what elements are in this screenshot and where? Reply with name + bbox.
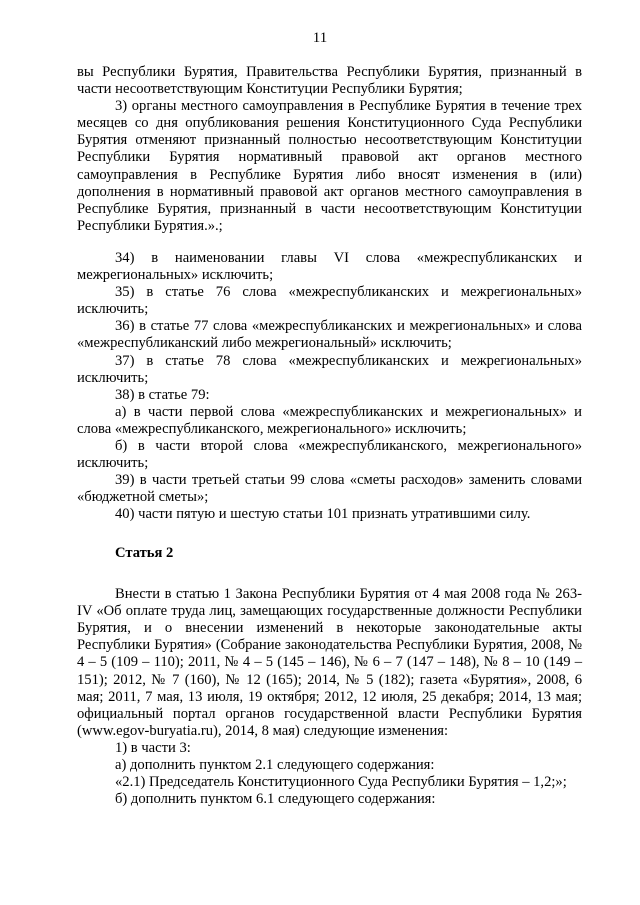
list-item: 40) части пятую и шестую статьи 101 признать утратившими силу. <box>115 506 531 523</box>
list-item: б) дополнить пунктом 6.1 следующего содержания: <box>115 791 436 808</box>
continued-text-block <box>77 64 582 235</box>
list-item: 34) в наименовании главы VI слова «межреспубликанских и межрегиональных» исключить; <box>77 250 582 284</box>
page-number: 11 <box>312 30 328 46</box>
list-item: 37) в статье 78 слова «межреспубликанских и межрегиональных» исключить; <box>77 352 582 386</box>
article-2-section <box>77 545 582 808</box>
paragraph: вы Республики Бурятия, Правительства Республики Бурятия, признанный в части несоответствующим Конституции Республики Бурятия; <box>77 64 582 98</box>
amendments-list <box>77 250 582 524</box>
list-item: 35) в статье 76 слова «межреспубликанских и межрегиональных» исключить; <box>77 284 582 318</box>
list-item: а) в части первой слова «межреспубликанских и межрегиональных» и слова «межреспубликанского, межрегионального» исключить; <box>77 403 582 437</box>
list-item: 38) в статье 79: <box>115 386 210 403</box>
list-item: 39) в части третьей статьи 99 слова «сметы расходов» заменить словами «бюджетной сметы»; <box>77 472 582 506</box>
paragraph: Внести в статью 1 Закона Республики Бурятия от 4 мая 2008 года № 263-IV «Об оплате труда лиц, замещающих государственные должности Республики Бурятия, и о внесении изменений в некоторые законодательные акты Республики Бурятия» (Собрание законодательства Республики Бурятия, 2008, № 4 – 5 (109 – 110); 2011, № 4 – 5 (145 – 146), № 6 – 7 (147 – 148), № 8 – 10 (149 – 151); 2012, № 7 (160), № 12 (165); 2014, № 5 (182); газета «Бурятия», 2008, 6 мая; 2011, 7 мая, 13 июля, 19 октября; 2012, 12 июля, 25 декабря; 2014, 13 мая; официальный портал органов государственной власти Республики Бурятия (www.egov-buryatia.ru), 2014, 8 мая) следующие изменения: <box>77 586 582 739</box>
paragraph: 3) органы местного самоуправления в Республике Бурятия в течение трех месяцев со дня опубликования решения Конституционного Суда Республики Бурятия отменяют признанный полностью несоответствующим Конституции Республики Бурятия нормативный правовой акт органов местного самоуправления в Республике Бурятия либо вносят изменения в (или) дополнения в нормативный правовой акт органов местного самоуправления в Республике Бурятия, признанный в части несоответствующим Конституции Республики Бурятия.».; <box>77 98 582 234</box>
list-item: 36) в статье 77 слова «межреспубликанских и межрегиональных» и слова «межреспубликанский либо межрегиональный» исключить; <box>77 318 582 352</box>
list-item: 1) в части 3: <box>115 739 191 756</box>
article-heading: Статья 2 <box>115 545 174 561</box>
list-item: «2.1) Председатель Конституционного Суда Республики Бурятия – 1,2;»; <box>115 774 567 791</box>
list-item: а) дополнить пунктом 2.1 следующего содержания: <box>115 757 435 774</box>
list-item: б) в части второй слова «межреспубликанского, межрегионального» исключить; <box>77 438 582 472</box>
